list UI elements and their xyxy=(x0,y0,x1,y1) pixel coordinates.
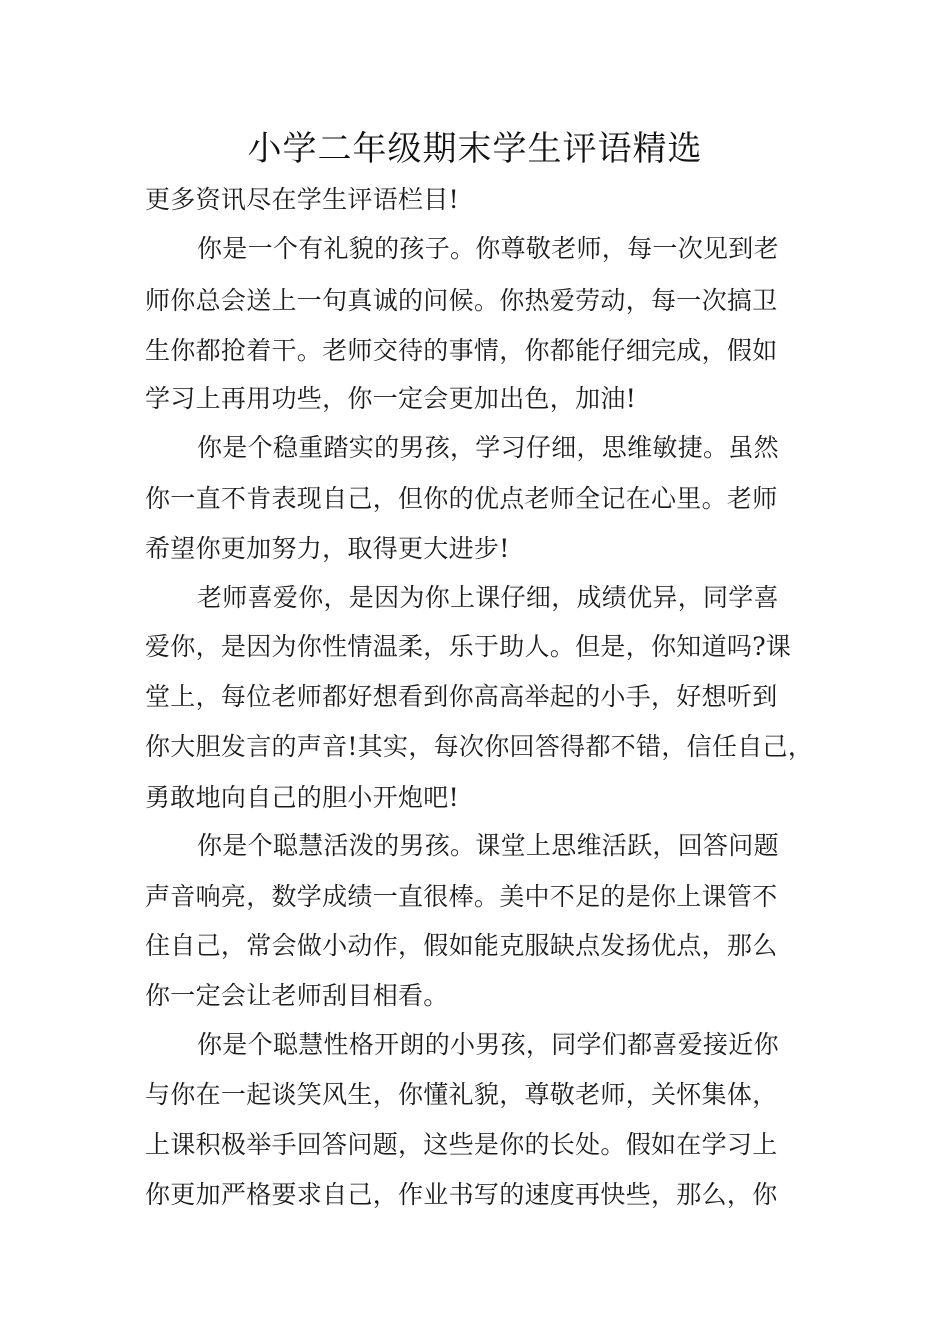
paragraph-5-line-1: 你是个聪慧性格开朗的小男孩，同学们都喜爱接近你 xyxy=(197,1030,779,1059)
paragraph-5-line-2: 与你在一起谈笑风生，你懂礼貌，尊敬老师，关怀集体， xyxy=(145,1080,778,1109)
paragraph-2-line-1: 你是个稳重踏实的男孩，学习仔细，思维敏捷。虽然 xyxy=(197,433,779,462)
paragraph-3-line-2: 爱你，是因为你性情温柔，乐于助人。但是，你知道吗?课 xyxy=(145,632,792,661)
paragraph-4-line-3: 住自己，常会做小动作，假如能克服缺点发扬优点，那么 xyxy=(145,931,778,960)
paragraph-4-line-1: 你是个聪慧活泼的男孩。课堂上思维活跃，回答问题 xyxy=(197,831,779,860)
paragraph-4-line-4: 你一定会让老师刮目相看。 xyxy=(145,981,449,1010)
intro-line: 更多资讯尽在学生评语栏目! xyxy=(145,185,459,214)
paragraph-3-line-5: 勇敢地向自己的胆小开炮吧! xyxy=(145,783,459,812)
paragraph-1-line-4: 学习上再用功些，你一定会更加出色，加油! xyxy=(145,384,637,413)
document-title: 小学二年级期末学生评语精选 xyxy=(247,129,703,169)
paragraph-5-line-3: 上课积极举手回答问题，这些是你的长处。假如在学习上 xyxy=(145,1130,778,1159)
paragraph-2-line-2: 你一直不肯表现自己，但你的优点老师全记在心里。老师 xyxy=(145,484,778,513)
paragraph-1-line-1: 你是一个有礼貌的孩子。你尊敬老师，每一次见到老 xyxy=(197,234,779,263)
paragraph-5-line-4: 你更加严格要求自己，作业书写的速度再快些，那么，你 xyxy=(145,1180,778,1209)
paragraph-1-line-2: 师你总会送上一句真诚的问候。你热爱劳动，每一次搞卫 xyxy=(145,286,778,315)
paragraph-3-line-3: 堂上，每位老师都好想看到你高高举起的小手，好想听到 xyxy=(145,682,778,711)
paragraph-2-line-3: 希望你更加努力，取得更大进步! xyxy=(145,534,510,563)
paragraph-4-line-2: 声音响亮，数学成绩一直很棒。美中不足的是你上课管不 xyxy=(145,882,778,911)
paragraph-1-line-3: 生你都抢着干。老师交待的事情，你都能仔细完成，假如 xyxy=(145,336,778,365)
paragraph-3-line-4: 你大胆发言的声音!其实，每次你回答得都不错，信任自己， xyxy=(145,732,814,761)
paragraph-3-line-1: 老师喜爱你，是因为你上课仔细，成绩优异，同学喜 xyxy=(197,583,779,612)
